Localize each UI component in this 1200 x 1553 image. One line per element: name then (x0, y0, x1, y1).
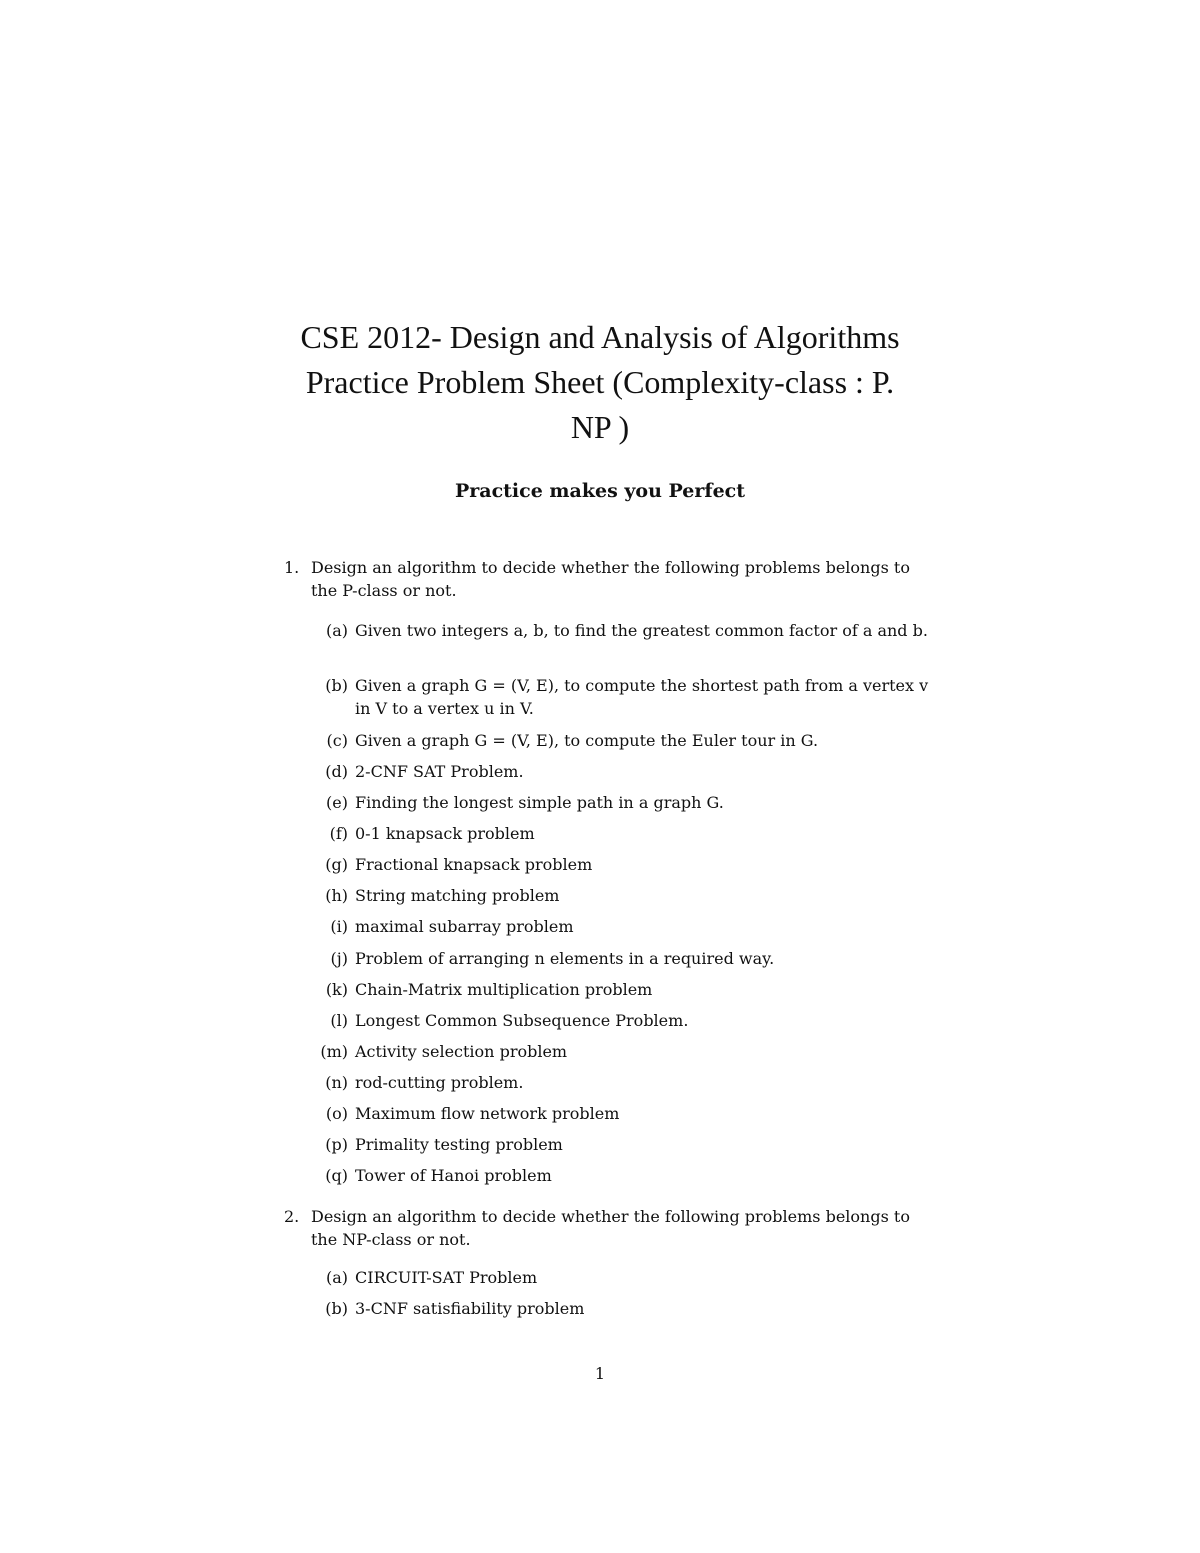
title-line-3: NP ) (570, 409, 630, 445)
item-text: Fractional knapsack problem (355, 855, 593, 874)
title-line-2: Practice Problem Sheet (Complexity-class : P. (305, 364, 895, 400)
item-label: (g) (325, 855, 348, 874)
item-label: (b) (325, 676, 348, 695)
item-text: Primality testing problem (355, 1135, 563, 1154)
item-label: (m) (320, 1042, 348, 1061)
item-text: Activity selection problem (355, 1042, 568, 1061)
item-text: Longest Common Subsequence Problem. (355, 1011, 689, 1030)
item-label: (h) (325, 886, 348, 905)
item-label: (b) (325, 1299, 348, 1318)
item-text: Given a graph G = (V, E), to compute the Euler tour in G. (355, 731, 819, 750)
title-line-1: CSE 2012- Design and Analysis of Algorithms (300, 319, 900, 355)
item-label: (o) (325, 1104, 348, 1123)
item-label: (p) (325, 1135, 348, 1154)
item-text: Maximum flow network problem (355, 1104, 620, 1123)
item-text: maximal subarray problem (355, 917, 574, 936)
item-text: Finding the longest simple path in a graph G. (355, 793, 724, 812)
item-label: (c) (326, 731, 348, 750)
question-number: 1. (284, 558, 300, 577)
page-title (270, 315, 930, 450)
item-text: 0-1 knapsack problem (355, 824, 535, 843)
item-label: (f) (329, 824, 348, 843)
subtitle: Practice makes you Perfect (454, 480, 746, 502)
item-text: Given a graph G = (V, E), to compute the shortest path from a vertex v in V to a vertex u in V. (355, 676, 929, 718)
page-number: 1 (594, 1364, 606, 1383)
question-text: Design an algorithm to decide whether the following problems belongs to the P-class or not. (311, 558, 910, 600)
item-label: (a) (325, 1268, 348, 1287)
item-text: rod-cutting problem. (355, 1073, 524, 1092)
item-label: (q) (325, 1166, 348, 1185)
item-label: (i) (330, 917, 348, 936)
item-text: CIRCUIT-SAT Problem (355, 1268, 538, 1287)
item-label: (n) (325, 1073, 348, 1092)
item-text: 3-CNF satisfiability problem (355, 1299, 585, 1318)
item-text: Given two integers a, b, to find the greatest common factor of a and b. (355, 621, 928, 640)
item-text: 2-CNF SAT Problem. (355, 762, 524, 781)
item-label: (a) (325, 621, 348, 640)
item-text: Problem of arranging n elements in a required way. (355, 949, 775, 968)
item-label: (d) (325, 762, 348, 781)
item-label: (e) (326, 793, 348, 812)
item-label: (k) (325, 980, 348, 999)
question-number: 2. (284, 1207, 300, 1226)
item-label: (j) (330, 949, 348, 968)
item-label: (l) (330, 1011, 348, 1030)
question-text: Design an algorithm to decide whether the following problems belongs to the NP-class or not. (311, 1207, 910, 1249)
item-text: Tower of Hanoi problem (355, 1166, 552, 1185)
item-text: String matching problem (355, 886, 560, 905)
item-text: Chain-Matrix multiplication problem (355, 980, 653, 999)
